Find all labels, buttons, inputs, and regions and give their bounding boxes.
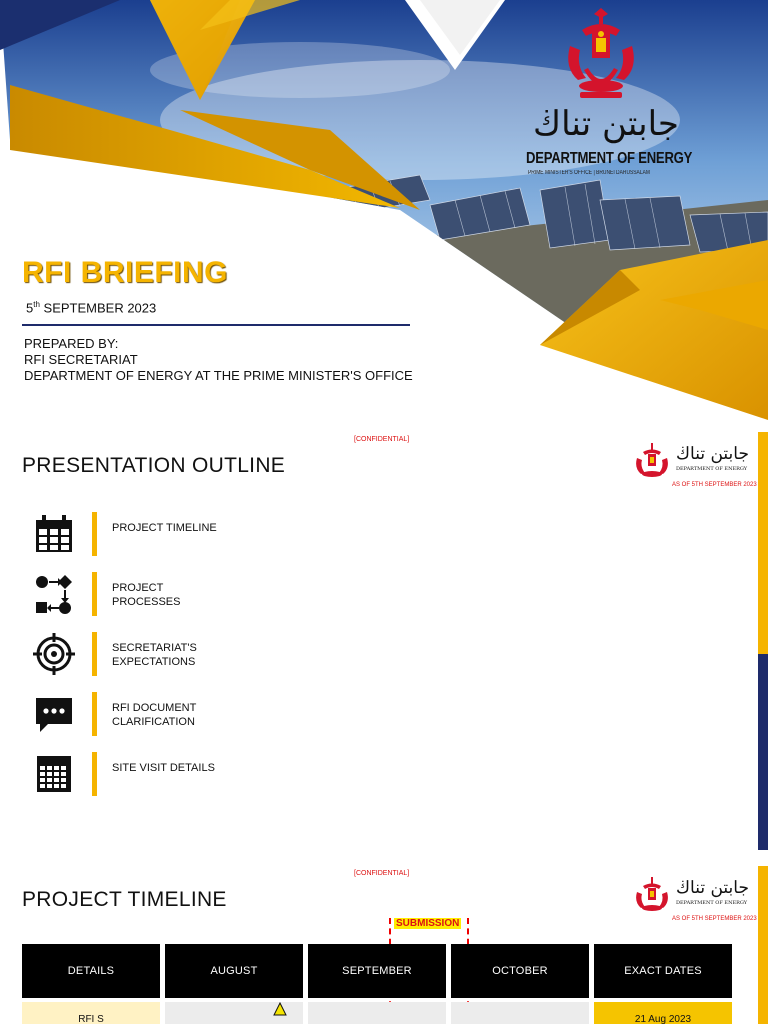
row-september-cell: [308, 1002, 446, 1024]
date-month-year: SEPTEMBER 2023: [39, 300, 157, 316]
outline-slide: [0, 420, 768, 850]
cover-title: RFI BRIEFING: [22, 256, 228, 289]
side-accent-navy: [758, 654, 768, 850]
brunei-crest-small-icon: [632, 876, 672, 914]
brunei-crest-small-icon: [632, 442, 672, 480]
as-of-date: AS OF 5TH SEPTEMBER 2023: [672, 916, 757, 922]
row-details-cell: RFI S: [22, 1002, 160, 1024]
outline-item-bar: [92, 512, 97, 556]
outline-item-bar: [92, 632, 97, 676]
column-header-details: DETAILS: [22, 944, 160, 998]
logo-jawi-text: جابتن تناڬ: [533, 104, 679, 144]
column-header-august: AUGUST: [165, 944, 303, 998]
prepared-by-label: PREPARED BY:: [24, 336, 119, 351]
target-icon: [32, 632, 76, 676]
logo-jawi-text: جابتن تناڬ: [676, 444, 749, 464]
as-of-date: AS OF 5TH SEPTEMBER 2023: [672, 482, 757, 488]
side-accent-gold: [758, 432, 768, 654]
outline-item-label: SECRETARIAT'S EXPECTATIONS: [112, 642, 197, 668]
logo-department-text: DEPARTMENT OF ENERGY: [676, 466, 748, 472]
cover-date: [26, 300, 156, 315]
date-suffix: th: [33, 300, 40, 309]
slide-title: PROJECT TIMELINE: [22, 888, 227, 911]
department-logo: [632, 876, 760, 922]
outline-item-bar: [92, 752, 97, 796]
milestone-triangle-icon: [273, 1002, 287, 1016]
date-day: 5: [26, 300, 34, 316]
brunei-crest-icon: [556, 8, 646, 106]
logo-jawi-text: جابتن تناڬ: [676, 878, 749, 898]
outline-item-secretariat-expectations[interactable]: [28, 630, 228, 676]
logo-department-subtitle: PRIME MINISTER'S OFFICE | BRUNEI DARUSSALAM: [528, 170, 650, 176]
cover-divider: [22, 324, 410, 326]
chat-bubble-icon: [32, 692, 76, 736]
confidential-label: [CONFIDENTIAL]: [354, 436, 410, 443]
cover-slide: [0, 0, 768, 420]
outline-item-project-processes[interactable]: [28, 570, 228, 616]
confidential-label: [CONFIDENTIAL]: [354, 870, 410, 877]
submission-marker-label: SUBMISSION: [396, 918, 460, 929]
slide-title: PRESENTATION OUTLINE: [22, 454, 286, 477]
outline-item-label: PROJECT TIMELINE: [112, 522, 217, 534]
calendar-icon: [32, 512, 76, 556]
row-august-cell: [165, 1002, 303, 1024]
row-exact-dates-cell: 21 Aug 2023: [594, 1002, 732, 1024]
column-header-exact-dates: EXACT DATES: [594, 944, 732, 998]
prepared-by-secretariat: RFI SECRETARIAT: [24, 352, 138, 367]
prepared-by-department: DEPARTMENT OF ENERGY AT THE PRIME MINISTER'S OFFICE: [24, 368, 413, 383]
outline-item-bar: [92, 572, 97, 616]
logo-department-title: DEPARTMENT OF ENERGY: [526, 150, 693, 167]
outline-item-bar: [92, 692, 97, 736]
logo-department-text: DEPARTMENT OF ENERGY: [676, 900, 748, 906]
outline-item-project-timeline[interactable]: [28, 510, 228, 556]
prepared-by-block: [24, 336, 413, 384]
outline-item-label: PROJECT PROCESSES: [112, 582, 181, 608]
calendar-grid-icon: [32, 752, 76, 796]
outline-item-label: SITE VISIT DETAILS: [112, 762, 215, 774]
column-header-october: OCTOBER: [451, 944, 589, 998]
column-header-september: SEPTEMBER: [308, 944, 446, 998]
row-october-cell: [451, 1002, 589, 1024]
process-flow-icon: [32, 572, 76, 616]
outline-item-label: RFI DOCUMENT CLARIFICATION: [112, 702, 197, 728]
outline-item-rfi-document-clarification[interactable]: [28, 690, 228, 736]
department-logo: [632, 442, 760, 488]
outline-item-site-visit-details[interactable]: [28, 750, 228, 796]
timeline-slide: [0, 852, 768, 1024]
side-accent-gold: [758, 866, 768, 1024]
